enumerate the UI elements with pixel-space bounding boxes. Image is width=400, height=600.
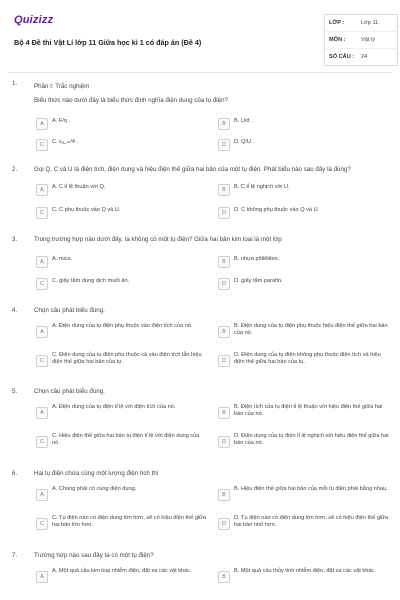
option-a[interactable] — [36, 484, 208, 506]
option-text: C. Hiệu điện thế giữa hai bản tụ điện tỉ lệ với điện dung của nó. — [52, 433, 200, 447]
option-letter: C — [36, 355, 48, 367]
option-text: C. Điện dung của tụ điện phụ thuộc cả vào điện tích lẫn hiệu điện thế giữa hai bản của tụ. — [52, 352, 202, 366]
option-letter: A — [36, 256, 48, 268]
meta-label: MÔN : — [329, 37, 346, 43]
option-letter: B — [218, 256, 230, 268]
option-a[interactable] — [36, 115, 208, 132]
option-c[interactable] — [36, 513, 208, 535]
option-letter: A — [36, 407, 48, 419]
option-letter: D — [218, 436, 230, 448]
option-text: C. Tụ điện nào có điện dung lớn hơn, sẽ có hiệu điện thế giữa hai bản lớn hơn. — [52, 515, 207, 529]
option-text: A. mica. — [52, 256, 73, 262]
meta-row-class — [325, 15, 397, 32]
option-a[interactable] — [36, 402, 208, 424]
option-text: A. Điện dung của tụ điện tỉ lệ với điện tích của nó. — [52, 404, 176, 410]
meta-row-subject — [325, 32, 397, 49]
meta-value: Vật lý — [361, 37, 375, 43]
option-text: B. U/d . — [234, 118, 253, 124]
meta-row-count — [325, 49, 397, 65]
option-c[interactable] — [36, 350, 208, 372]
question-text: Chọn câu phát biểu đúng. — [34, 307, 105, 314]
option-d[interactable] — [218, 204, 390, 221]
option-b[interactable] — [218, 181, 390, 198]
header-divider — [8, 72, 392, 73]
question-text: Chọn câu phát biểu đúng. — [34, 388, 105, 395]
option-text: A. Điện dung của tụ điện phụ thuộc vào điện tích của nó. — [52, 323, 193, 329]
option-c[interactable] — [36, 275, 208, 292]
meta-value: Lớp 11 — [361, 20, 379, 26]
option-a[interactable] — [36, 566, 208, 588]
option-letter: B — [218, 571, 230, 583]
option-letter: C — [36, 278, 48, 290]
option-text: A. Chúng phải có cùng điện dung. — [52, 486, 137, 492]
question-text: Phần I: Trắc nghiệm Biểu thức nào dưới đây là biểu thức định nghĩa điện dung của tụ điện? — [34, 83, 228, 104]
option-text: C. giấy tẩm dung dịch muối ăn. — [52, 278, 130, 284]
meta-label: LỚP : — [329, 20, 345, 26]
question-number: 1. — [12, 80, 18, 87]
option-text: D. giấy tẩm parafin. — [234, 278, 283, 284]
option-text: B. C tỉ lệ nghịch với U. — [234, 184, 290, 190]
option-letter: B — [218, 184, 230, 196]
question-number: 7. — [12, 552, 18, 559]
option-d[interactable] — [218, 431, 390, 453]
worksheet-header — [8, 8, 392, 66]
meta-label: SỐ CÂU : — [329, 54, 355, 60]
option-text: D. Tụ điện nào có điện dung lớn hơn, sẽ có hiệu điện thế giữa hai bản nhỏ hơn. — [234, 515, 389, 529]
meta-box — [324, 14, 398, 66]
option-a[interactable] — [36, 321, 208, 343]
question-number: 3. — [12, 236, 18, 243]
option-text: D. C không phụ thuộc vào Q và U. — [234, 207, 320, 213]
option-letter: C — [36, 436, 48, 448]
option-d[interactable] — [218, 136, 390, 153]
option-text: D. Điện dung của tụ điện không phụ thuộc điện tích và hiệu điện thế giữa hai bản của tụ. — [234, 352, 381, 366]
option-text: B. Hiệu điện thế giữa hai bản của mỗi tụ điện phải bằng nhau. — [234, 486, 388, 492]
question-number: 2. — [12, 166, 18, 173]
option-letter: A — [36, 571, 48, 583]
option-letter: B — [218, 118, 230, 130]
quizizz-logo: Quizizz — [14, 14, 54, 26]
option-b[interactable] — [218, 484, 390, 506]
option-letter: D — [218, 278, 230, 290]
option-text: A. F/q . — [52, 118, 71, 124]
option-b[interactable] — [218, 566, 390, 588]
option-text: B. Điện dung của tụ điện phụ thuộc hiệu điện thế giữa hai bản của nó. — [234, 323, 388, 337]
option-letter: B — [218, 407, 230, 419]
option-text: B. Điện tích của tụ điện tỉ lệ thuận với hiệu điện thế giữa hai bản của nó. — [234, 404, 383, 418]
option-letter: A — [36, 326, 48, 338]
question-text: Gọi Q, C và U là điện tích, điện dung và hiệu điện thế giữa hai bản của một tụ điện. Phát biểu nào sau đây là đúng? — [34, 166, 351, 173]
question-text: Trong trường hợp nào dưới đây, ta không có một tụ điện? Giữa hai bản kim loại là một lớp — [34, 236, 282, 243]
option-b[interactable] — [218, 115, 390, 132]
option-text: C. C phụ thuộc vào Q và U. — [52, 207, 121, 213]
question-number: 4. — [12, 307, 18, 314]
option-b[interactable] — [218, 402, 390, 424]
option-letter: D — [218, 355, 230, 367]
option-b[interactable] — [218, 321, 390, 343]
meta-value: 24 — [361, 54, 368, 60]
option-text: B. Một quả cầu thủy tinh nhiễm điện, đặt xa các vật khác. — [234, 568, 376, 574]
question-text: Hai tụ điện chứa cùng một lượng điện tích thì — [34, 470, 159, 477]
document-title: Bộ 4 Đề thi Vật Lí lớp 11 Giữa học kì 1 có đáp án (Đề 4) — [14, 38, 202, 47]
option-text: D. Q/U . — [234, 139, 255, 145]
question-text: Trường hợp nào sau đây ta có một tụ điện? — [34, 552, 154, 559]
option-letter: D — [218, 139, 230, 151]
option-d[interactable] — [218, 513, 390, 535]
option-text: C. εₐ_ₘ/4 . — [52, 139, 79, 145]
option-letter: A — [36, 489, 48, 501]
question-number: 6. — [12, 470, 18, 477]
option-letter: B — [218, 326, 230, 338]
option-d[interactable] — [218, 350, 390, 372]
option-letter: D — [218, 518, 230, 530]
option-b[interactable] — [218, 253, 390, 270]
option-letter: C — [36, 207, 48, 219]
option-a[interactable] — [36, 253, 208, 270]
option-letter: A — [36, 118, 48, 130]
option-text: D. Điện dung của tụ điện tỉ lệ nghịch với hiệu điện thế giữa hai bản của nó. — [234, 433, 389, 447]
option-letter: D — [218, 207, 230, 219]
option-text: B. nhựa pôliêtilen. — [234, 256, 280, 262]
option-letter: C — [36, 518, 48, 530]
option-letter: A — [36, 184, 48, 196]
option-letter: C — [36, 139, 48, 151]
option-d[interactable] — [218, 275, 390, 292]
option-c[interactable] — [36, 204, 208, 221]
option-text: A. C tỉ lệ thuận với Q. — [52, 184, 106, 190]
question-number: 5. — [12, 388, 18, 395]
option-letter: B — [218, 489, 230, 501]
option-c[interactable] — [36, 431, 208, 453]
option-text: A. Một quả cầu kim loại nhiễm điện, đặt xa các vật khác. — [52, 568, 192, 574]
option-c[interactable] — [36, 136, 208, 153]
option-a[interactable] — [36, 181, 208, 198]
